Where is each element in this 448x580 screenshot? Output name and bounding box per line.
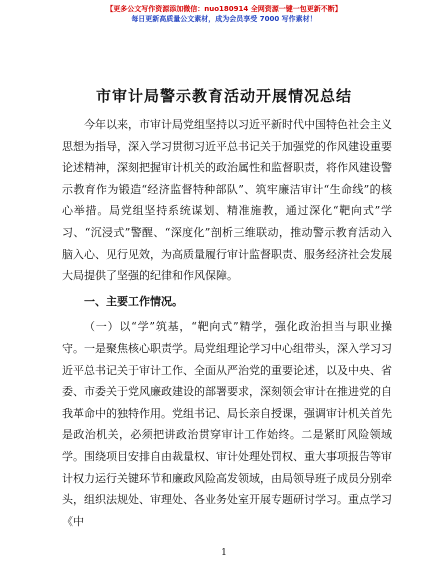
section-paragraph: （一）以“学”筑基，“靶向式”精学，强化政治担当与职业操守。一是聚焦核心职责学。局党组理论学习中心组带头，深入学习习近平总书记关于审计工作、全面从严治党的重要论述，以及中央、省委、市委关于党风廉政建设的部署要求，深刻领会审计在推进党的自我革命中的独特作用。党组书记、局长亲自授课，强调审计机关首先是政治机关，必须把讲政治贯穿审计工作始终。二是紧盯风险领域学。围绕项目安排自由裁量权、审计处理处罚权、重大事项报告等审计权力运行关键环节和廉政风险高发领域，由局领导班子成员分别牵头，组织法规处、审理处、各业务处室开展专题研讨学习。重点学习《中 [62,320,392,528]
document-body [62,114,392,532]
document-title: 市审计局警示教育活动开展情况总结 [95,87,352,105]
header-banner [0,4,448,24]
section-heading: 一、主要工作情况。 [84,294,183,308]
banner-line-promo: 【更多公文写作资源添加微信：nuo180914 全网资源一键一包更新不断】 [106,5,342,13]
intro-paragraph: 今年以来，市审计局党组坚持以习近平新时代中国特色社会主义思想为指导，深入学习贯彻习近平总书记关于加强党的作风建设重要论述精神，深刻把握审计机关的政治属性和监督职责，将作风建设警示教育作为锻造“经济监督特种部队”、筑牢廉洁审计“生命线”的核心举措。局党组坚持系统谋划、精准施教，通过深化“靶向式”学习、“沉浸式”警醒、“深度化”剖析三维联动，推动警示教育活动入脑入心、见行见效，为高质量履行审计监督职责、服务经济社会发展大局提供了坚强的纪律和作风保障。 [62,118,392,283]
banner-line-membership: 每日更新高质量公文素材，成为会员享受 7000 写作素材！ [131,15,317,23]
page-number: 1 [221,548,227,558]
